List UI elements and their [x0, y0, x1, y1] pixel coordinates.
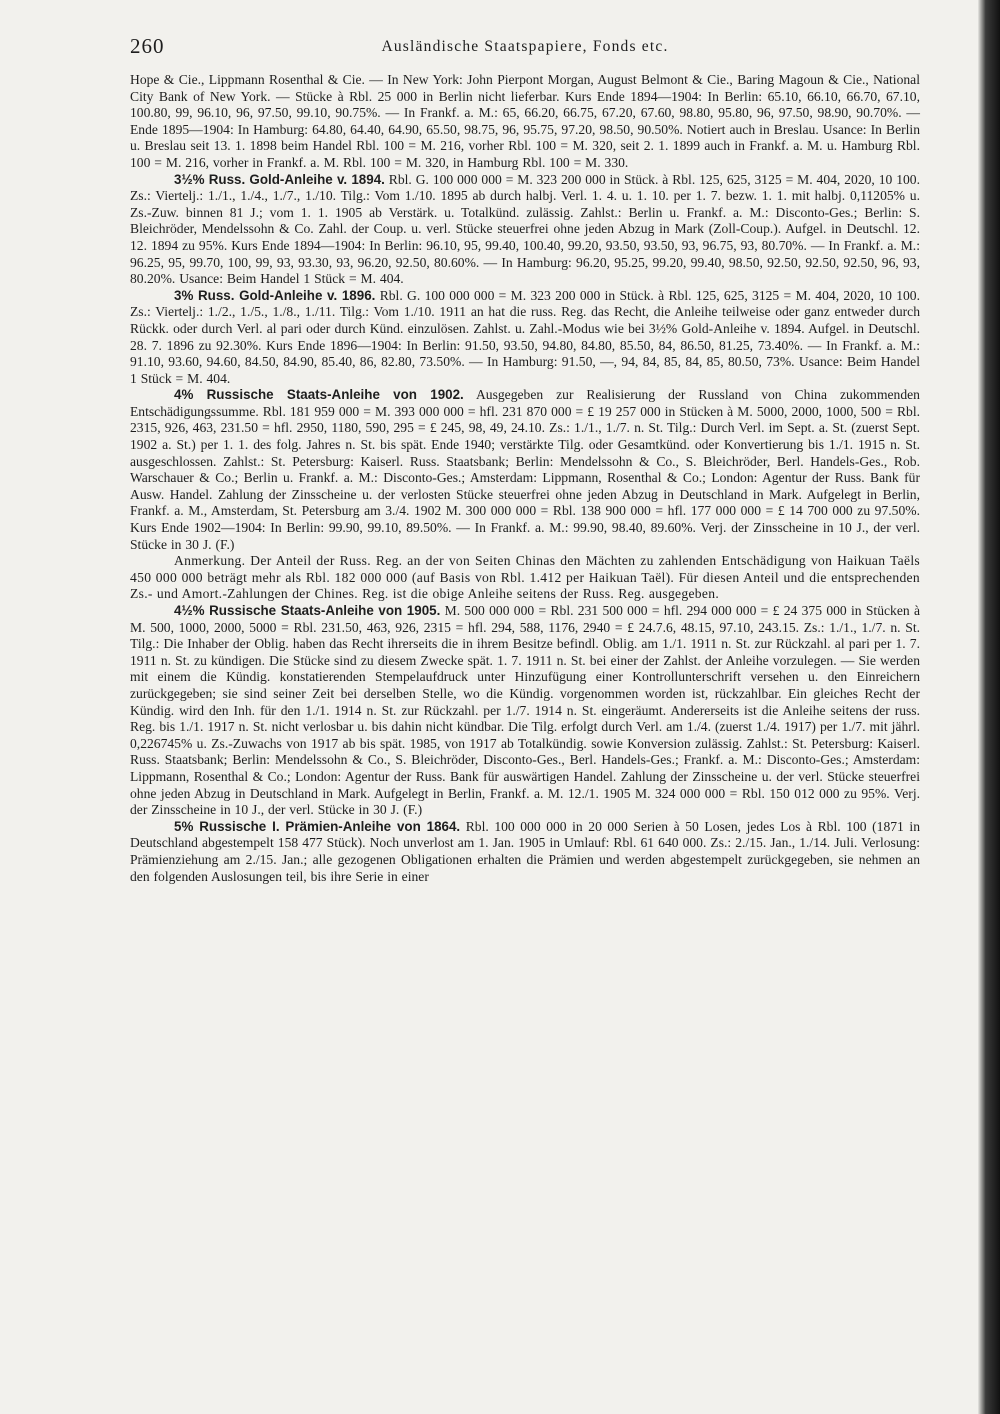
entry-text: Rbl. 100 000 000 in 20 000 Serien à 50 Losen, jedes Los à Rbl. 100 (1871 in Deutschland abgestempelt 158 477 Stück). Noch unverlost am 1. Jan. 1905 in Umlauf: Rbl. 61 640 000. Zs.: 2./15. Jan., 1./14. Juli. Verlosung: Prämienziehung am 2./15. Jan.; alle gezogenen Obligationen erhalten die Prämien und werden abgestempelt zurückgegeben, sie nehmen an den folgenden Auslosungen teil, bis ihre Serie in einer	[130, 818, 920, 884]
entry-text: Rbl. G. 100 000 000 = M. 323 200 000 in Stück. à Rbl. 125, 625, 3125 = M. 404, 2020, 10 100. Zs.: Viertelj.: 1./2., 1./5., 1./8., 1./11. Tilg.: Vom 1./10. 1911 an hat die russ. Reg. das Recht, die Anleihe teilweise oder ganz entweder durch Rückk. oder durch Verl. al pari oder durch Künd. einzulösen. Zahlst. u. Zahl.-Modus wie bei 3½% Gold-Anleihe v. 1894. Aufgel. in Deutschl. 28. 7. 1896 zu 92.30%. Kurs Ende 1896—1904: In Berlin: 91.50, 93.50, 94.80, 84.80, 85.50, 84, 86.50, 81.25, 73.40%. — In Frankf. a. M.: 91.10, 93.60, 94.60, 84.50, 84.90, 85.40, 86, 82.80, 73.50%. — In Hamburg: 91.50, —, 94, 84, 85, 84, 85, 80.50, 73%. Usance: Beim Handel 1 Stück = M. 404.	[130, 287, 921, 386]
paragraph-text: Hope & Cie., Lippmann Rosenthal & Cie. — In New York: John Pierpont Morgan, August Belmont & Cie., Baring Magoun & Cie., National City Bank of New York. — Stücke à Rbl. 25 000 in Berlin nicht lieferbar. Kurs Ende 1894—1904: In Berlin: 65.10, 66.10, 66.70, 67.10, 100.80, 99, 96.10, 96, 97.50, 99.10, 90.75%. — In Frankf. a. M.: 65, 66.20, 66.75, 67.20, 67.60, 98.80, 95.80, 96, 97.50, 98.90, 90.70%. — Ende 1895—1904: In Hamburg: 64.80, 64.40, 64.90, 65.50, 98.75, 96, 95.75, 97.20, 98.50, 90.50%. Notiert auch in Breslau. Usance: In Berlin u. Breslau seit 13. 1. 1898 beim Handel Rbl. 100 = M. 216, vorher Rbl. 100 = M. 320, seit 2. 1. 1899 auch in Frankf. a. M. u. Hamburg Rbl. 100 = M. 216, vorher in Frankf. a. M. Rbl. 100 = M. 320, in Hamburg Rbl. 100 = M. 330.	[130, 72, 920, 170]
entry-gold-loan-1896	[130, 288, 920, 388]
entry-text: Ausgegeben zur Realisierung der Russland von China zukommenden Entschädigungssumme. Rbl. 181 959 000 = M. 393 000 000 = hfl. 231 870 000 = £ 19 257 000 in Stücken à M. 5000, 2000, 1000, 500 = Rbl. 2315, 926, 463, 231.50 = hfl. 2950, 1180, 590, 295 = £ 245, 98, 49, 24.10. Zs.: 1./1., 1./7. n. St. Tilg.: Durch Verl. im Sept. a. St. (zuerst Sept. 1902 a. St.) per 1. 1. des folg. Jahres n. St. bis spät. Ende 1940; verstärkte Tilg. oder Gesamtkünd. oder Konvertierung bis 1./1. 1915 n. St. ausgeschlossen. Zahlst.: St. Petersburg: Kaiserl. Russ. Staatsbank; Berlin: Mendelssohn & Co., S. Bleichröder, Berl. Handels-Ges., Rob. Warschauer & Co.; Berlin u. Frankf. a. M.: Disconto-Ges.; Amsterdam: Lippmann, Rosenthal & Co.; London: Agentur der Russ. Bank für Ausw. Handel. Zahlung der Zinsscheine u. der verlosten Stücke steuerfrei ohne jeden Abzug in Deutschland in Mark. Aufgelegt in Berlin, Frankf. a. M., Amsterdam, St. Petersburg am 3./4. 1902 M. 300 000 000 = Rbl. 138 900 000 = hfl. 177 000 000 = £ 14 700 000 zu 97.50%. Kurs Ende 1902—1904: In Berlin: 99.90, 99.10, 89.50%. — In Frankf. a. M.: 99.90, 98.40, 89.60%. Verj. der Zinsscheine in 10 J., der verl. Stücke in 30 J. (F.)	[130, 387, 920, 552]
entry-premium-loan-1864	[130, 819, 920, 885]
entry-gold-loan-1894	[130, 172, 920, 288]
entry-text: M. 500 000 000 = Rbl. 231 500 000 = hfl. 294 000 000 = £ 24 375 000 in Stücken à M. 500, 1000, 2000, 5000 = Rbl. 231.50, 463, 926, 2315 = hfl. 294, 588, 1176, 2940 = £ 24.7.6, 48.15, 97.10, 243.15. Zs.: 1./1., 1./7. n. St. Tilg.: Die Inhaber der Oblig. haben das Recht ihrerseits die in ihrem Besitze befindl. Oblig. am 1./1. 1911 n. St. zur Rückzahl. al pari per 1. 7. 1911 n. St. zu kündigen. Die Stücke sind zu diesem Zwecke spät. 1. 7. 1911 n. St. bei einer der Zahlst. der Anleihe vorzulegen. — Sie werden mit einem die Kündig. konstatierenden Stempelaufdruck unter Hinzufügung einer Kontrollunterschrift versehen u. den Einreichern zurückgegeben; sie sind seiner Zeit bei derselben Stelle, wo die Kündig. vorgenommen worden ist, rückzahlbar. Ein gleiches Recht der Kündig. wird den Inh. für den 1./1. 1914 n. St. zur Rückzahl. per 1./7. 1914 n. St. eingeräumt. Andererseits ist die Anleihe seitens der russ. Reg. bis 1./1. 1917 n. St. nicht verlosbar u. bis dahin nicht kündbar. Die Tilg. erfolgt durch Verl. am 1./4. (zuerst 1./4. 1917) per 1./7. mit jährl. 0,226745% u. Zs.-Zuwachs von 1917 ab bis spät. 1985, von 1917 ab Totalkündig. sowie Konversion zulässig. Zahlst.: St. Petersburg: Kaiserl. Russ. Staatsbank; Berlin: Mendelssohn & Co., S. Bleichröder, Disconto-Ges., Berl. Handels-Ges.; Frankf. a. M.: Disconto-Ges.; Amsterdam: Lippmann, Rosenthal & Co.; London: Agentur der Russ. Bank für auswärtigen Handel. Zahlung der Zinsscheine u. der verl. Stücke steuerfrei ohne jeden Abzug in Deutschland in Mark. Aufgelegt in Berlin, Frankf. a. M. 12./1. 1905 M. 324 000 000 = Rbl. 150 012 000 zu 95%. Verj. der Zinsscheine in 10 J., der verl. Stücke in 30 J. (F.)	[130, 603, 920, 818]
page-header	[130, 34, 920, 58]
entry-title: 4½% Russische Staats-Anleihe von 1905.	[174, 603, 441, 618]
paragraph-continuation	[130, 72, 920, 172]
page-edge	[978, 0, 1000, 1414]
page-number: 260	[130, 34, 165, 58]
entry-state-loan-1905	[130, 603, 920, 819]
running-title: Ausländische Staatspapiere, Fonds etc.	[381, 38, 669, 55]
entry-title: 3% Russ. Gold-Anleihe v. 1896.	[174, 287, 376, 303]
note-text: Anmerkung. Der Anteil der Russ. Reg. an der von Seiten Chinas den Mächten zu zahlenden Entschädigung von Haikuan Taëls 450 000 000 beträgt mehr als Rbl. 182 000 000 (auf Basis von Rbl. 1.412 per Haikuan Taël). Für diesen Anteil und die entsprechenden Zs.- und Amort.-Zahlungen der Chines. Reg. ist die obige Anleihe seitens der Russ. Reg. ausgegeben.	[130, 553, 920, 602]
entry-title: 4% Russische Staats-Anleihe von 1902.	[174, 387, 464, 403]
annotation-note	[130, 553, 920, 603]
entry-title: 3½% Russ. Gold-Anleihe v. 1894.	[174, 171, 385, 187]
page-body	[130, 72, 920, 885]
entry-title: 5% Russische I. Prämien-Anleihe von 1864.	[174, 818, 461, 834]
entry-text: Rbl. G. 100 000 000 = M. 323 200 000 in Stück. à Rbl. 125, 625, 3125 = M. 404, 2020, 10 100. Zs.: Viertelj.: 1./1., 1./4., 1./7., 1./10. Tilg.: Vom 1./10. 1895 ab durch halbj. Verl. 1. 4. u. 1. 10. per 1. 7. bezw. 1. 1. mit halbj. 0,11205% u. Zs.-Zuw. binnen 81 J.; vom 1. 1. 1905 ab Verstärk. u. Totalkünd. zulässig. Zahlst.: Berlin u. Frankf. a. M.: Disconto-Ges.; Berlin: S. Bleichröder, Mendelssohn & Co. Zahl. der Coup. u. verl. Stücke steuerfrei ohne jeden Abzug in Mark (Zoll-Coup.). Aufgel. in Deutschl. 12. 12. 1894 zu 95%. Kurs Ende 1894—1904: In Berlin: 96.10, 95, 99.40, 100.40, 99.20, 93.50, 93.50, 93, 96.75, 93, 80.70%. — In Frankf. a. M.: 96.25, 95, 99.70, 100, 99, 93, 93.30, 93, 96.20, 92.50, 80.60%. — In Hamburg: 96.20, 95.25, 99.20, 99.40, 98.50, 92.50, 92.50, 92.50, 96, 93, 80.20%. Usance: Beim Handel 1 Stück = M. 404.	[130, 171, 920, 287]
entry-state-loan-1902	[130, 387, 920, 553]
